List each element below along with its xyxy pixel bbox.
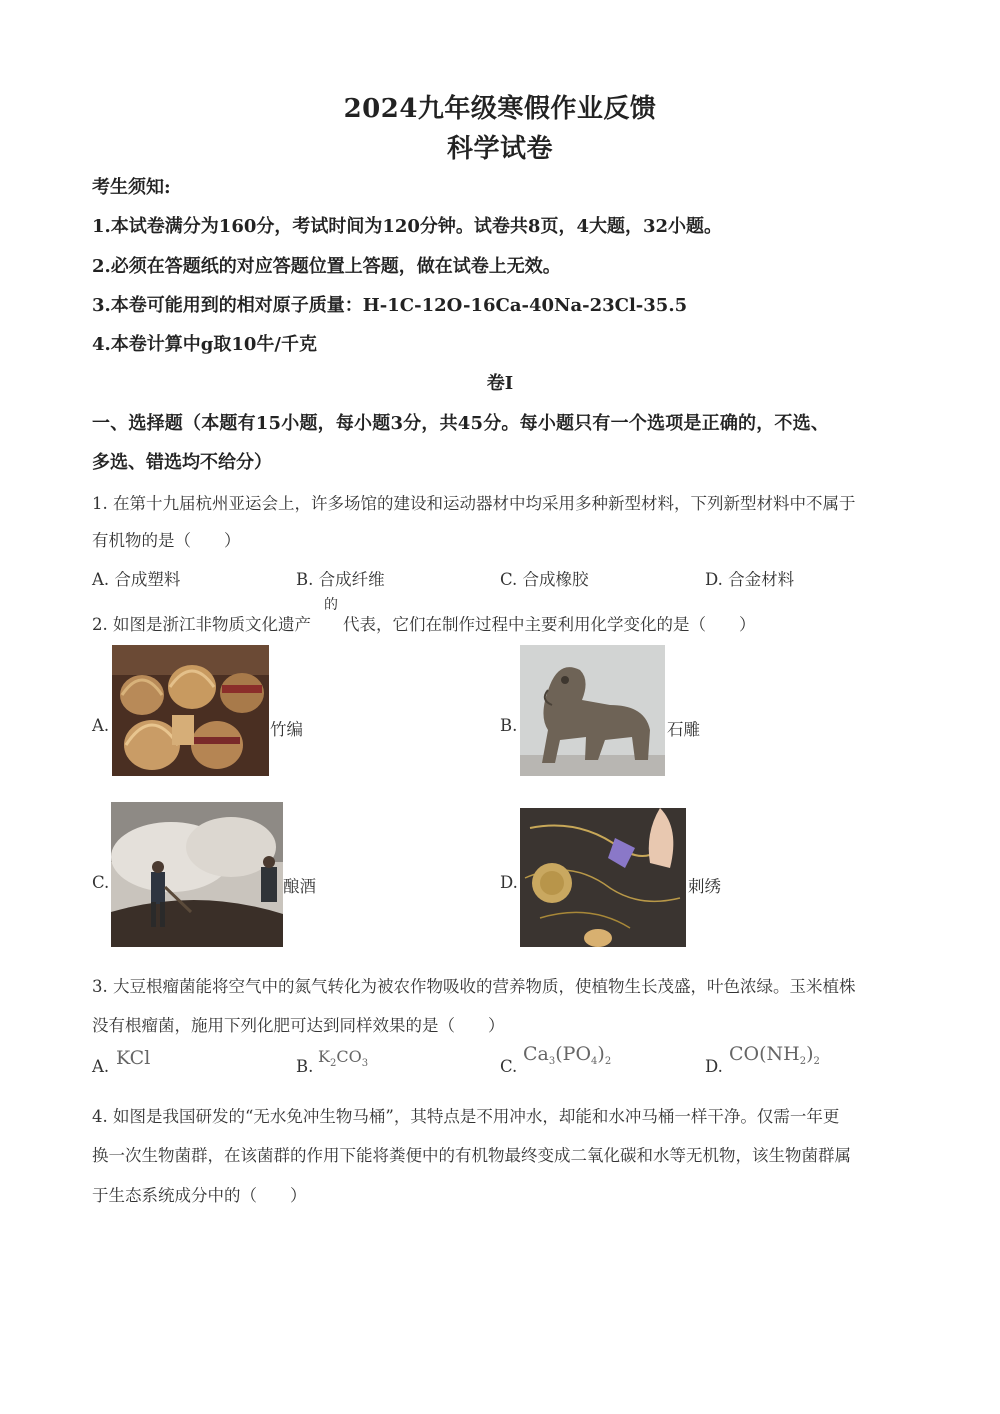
q4-stem-line2: 换一次生物菌群，在该菌群的作用下能将粪便中的有机物最终变成二氧化碳和水等无机物，该生物菌群属 xyxy=(92,1146,851,1165)
q1-stem-line1: 1. 在第十九届杭州亚运会上，许多场馆的建设和运动器材中均采用多种新型材料，下列新型材料中不属于 xyxy=(92,494,856,513)
q2-option-d-letter: D. xyxy=(500,873,518,892)
notice-item-1: 1.本试卷满分为160分，考试时间为120分钟。试卷共8页，4大题，32小题。 xyxy=(92,216,723,237)
stone-carving-image xyxy=(520,645,665,776)
q3-option-d-formula: $CO(NH_2)_2$ xyxy=(729,1043,820,1067)
q2-option-c-label: 酿酒 xyxy=(283,877,316,896)
q4-stem-line3: 于生态系统成分中的（ ） xyxy=(92,1186,307,1205)
notice-heading: 考生须知: xyxy=(92,177,171,198)
section-heading-line1: 一、选择题（本题有15小题，每小题3分，共45分。每小题只有一个选项是正确的，不选、 xyxy=(92,413,830,434)
q2-option-d-label: 刺绣 xyxy=(688,877,721,896)
notice-item-4: 4.本卷计算中g取10牛/千克 xyxy=(92,334,317,355)
wine-brewing-image xyxy=(111,802,283,947)
q3-option-b-formula: $K_2CO_3$ xyxy=(318,1047,369,1069)
q2-option-a-letter: A. xyxy=(92,716,110,735)
bamboo-weaving-image xyxy=(112,645,269,776)
notice-item-2: 2.必须在答题纸的对应答题位置上答题，做在试卷上无效。 xyxy=(92,256,561,277)
q4-stem-line1: 4. 如图是我国研发的“无水免冲生物马桶”，其特点是不用冲水，却能和水冲马桶一样干净。仅需一年更 xyxy=(92,1107,840,1126)
q1-stem-line2: 有机物的是（ ） xyxy=(92,531,241,550)
q3-option-a-formula: KCl xyxy=(116,1047,151,1069)
q3-option-a-letter: A. xyxy=(92,1057,110,1076)
q1-option-b: B. 合成纤维 xyxy=(296,570,385,589)
volume-label: 卷I xyxy=(486,373,514,394)
q2-stem-part2: 代表，它们在制作过程中主要利用化学变化的是（ ） xyxy=(343,615,756,634)
q1-option-d: D. 合金材料 xyxy=(705,570,795,589)
q2-stem-de: 的 xyxy=(324,597,338,613)
q3-stem-line1: 3. 大豆根瘤菌能将空气中的氮气转化为被农作物吸收的营养物质，使植物生长茂盛，叶色浓绿。玉米植株 xyxy=(92,977,856,996)
q2-option-b-label: 石雕 xyxy=(667,720,700,739)
q1-option-c: C. 合成橡胶 xyxy=(500,570,589,589)
q1-option-a: A. 合成塑料 xyxy=(92,570,181,589)
q3-stem-line2: 没有根瘤菌，施用下列化肥可达到同样效果的是（ ） xyxy=(92,1016,505,1035)
embroidery-image xyxy=(520,808,686,947)
q3-option-c-letter: C. xyxy=(500,1057,518,1076)
q3-option-d-letter: D. xyxy=(705,1057,723,1076)
notice-item-3: 3.本卷可能用到的相对原子质量：H-1C-12O-16Ca-40Na-23Cl-35.5 xyxy=(92,295,688,316)
q2-option-a-label: 竹编 xyxy=(270,720,303,739)
section-heading-line2: 多选、错选均不给分） xyxy=(92,452,272,473)
q3-option-c-formula: $Ca_3(PO_4)_2$ xyxy=(523,1043,612,1067)
q2-option-b-letter: B. xyxy=(500,716,518,735)
q2-stem-part1: 2. 如图是浙江非物质文化遗产 xyxy=(92,615,311,634)
exam-title: 2024九年级寒假作业反馈 xyxy=(343,94,657,124)
q3-option-b-letter: B. xyxy=(296,1057,314,1076)
exam-subtitle: 科学试卷 xyxy=(446,134,553,164)
q2-option-c-letter: C. xyxy=(92,873,110,892)
